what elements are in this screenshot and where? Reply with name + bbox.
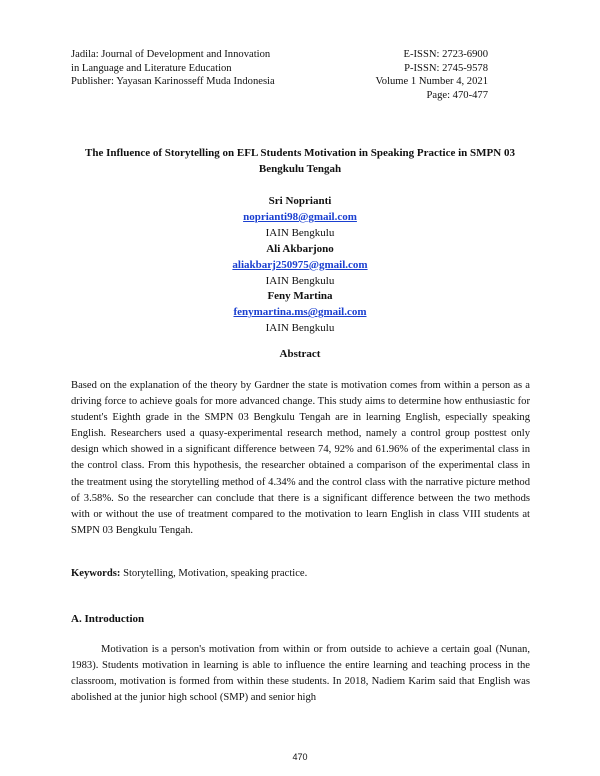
author-affiliation: IAIN Bengkulu	[265, 322, 335, 335]
author-block	[0, 194, 600, 337]
journal-name-line-2: in Language and Literature Education	[71, 62, 232, 74]
journal-name-line-1: Jadila: Journal of Development and Innovation	[71, 49, 271, 60]
introduction-paragraph: Motivation is a person's motivation from within or from outside to achieve a certain goal (Nunan, 1983). Students motivation in learning is able to influence the entire learning and teaching process in the classroom, motivation is formed from within these students. In 2018, Nadiem Karim said that English was abolished at the junior high school (SMP) and senior high	[71, 644, 530, 704]
publisher-line: Publisher: Yayasan Karinosseff Muda Indonesia	[71, 76, 275, 88]
author-email-link[interactable]: fenymartina.ms@gmail.com	[233, 306, 367, 319]
author-name: Feny Martina	[267, 290, 333, 303]
p-issn: P-ISSN: 2745-9578	[404, 62, 488, 74]
keywords-list: Storytelling, Motivation, speaking practice.	[120, 568, 308, 579]
author-name: Ali Akbarjono	[266, 242, 334, 255]
section-heading-introduction: A. Introduction	[71, 613, 145, 625]
page-range: Page: 470-477	[426, 89, 488, 101]
e-issn: E-ISSN: 2723-6900	[403, 49, 488, 60]
abstract-heading: Abstract	[279, 348, 321, 360]
keywords-label: Keywords:	[71, 568, 121, 579]
page-number: 470	[292, 752, 308, 762]
paper-title: The Influence of Storytelling on EFL Students Motivation in Speaking Practice in SMPN 03 Bengkulu Tengah	[85, 147, 515, 175]
keywords-line	[71, 568, 530, 579]
author-affiliation: IAIN Bengkulu	[265, 226, 335, 239]
volume-number: Volume 1 Number 4, 2021	[375, 76, 488, 88]
abstract-text: Based on the explanation of the theory by Gardner the state is motivation comes from within a person as a driving force to achieve goals for more advanced change. This study aims to determine how enthusiastic for student's Eighth grade in the SMPN 03 Bengkulu Tengah are in learning English, especially speaking English. Researchers used a quasy-experimental research method, namely a control group posttest only design which showed in a significant difference between 74, 92% and 61.96% of the experimental class in the control class. From this hypothesis, the researcher obtained a comparison of the experimental class in the treatment using the storytelling method of 4.34% and the control class with the narrative picture method of 3.58%. So the researcher can conclude that there is a significant difference between the two methods with or without the use of treatment compared to the motivation to learn English in class VIII students at SMPN 03 Bengkulu Tengah.	[71, 380, 530, 536]
author-email-link[interactable]: noprianti98@gmail.com	[243, 210, 357, 223]
journal-header-right	[375, 48, 488, 102]
author-affiliation: IAIN Bengkulu	[265, 274, 335, 287]
author-email-link[interactable]: aliakbarj250975@gmail.com	[232, 258, 368, 271]
author-name: Sri Noprianti	[268, 195, 332, 207]
journal-header-left	[71, 48, 275, 89]
